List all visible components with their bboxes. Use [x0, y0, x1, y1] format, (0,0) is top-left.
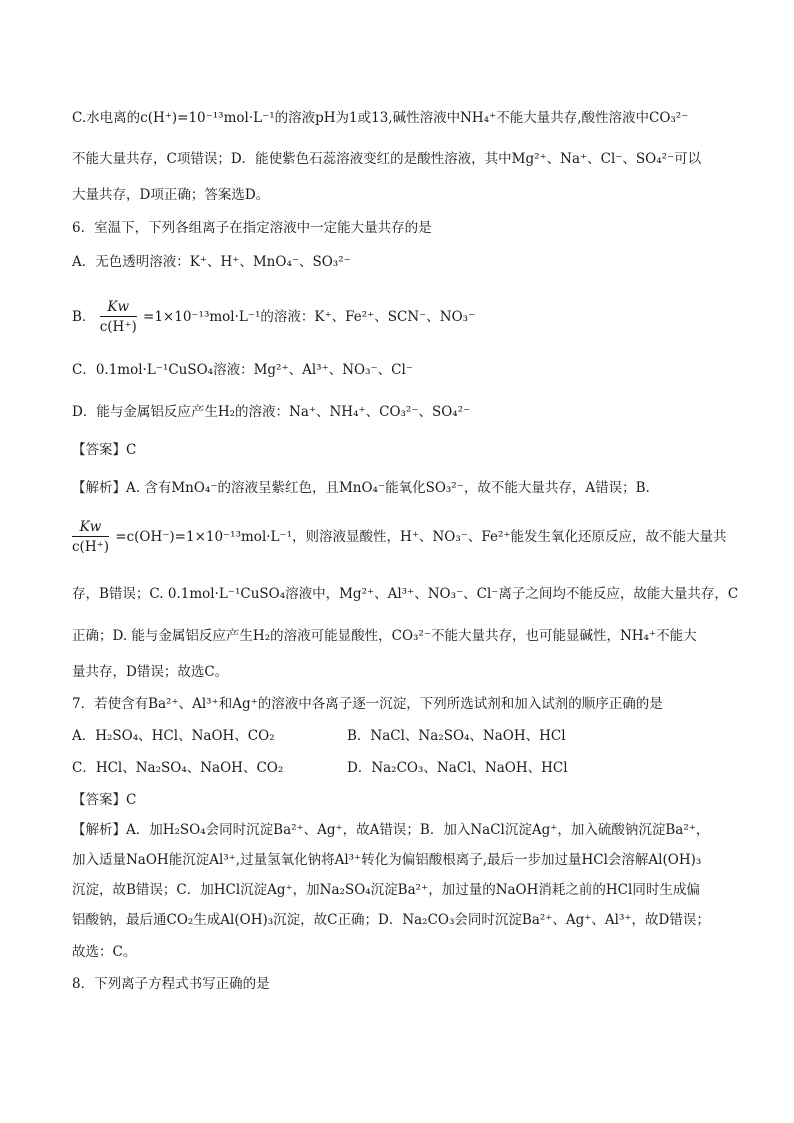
q7-answer: 【答案】C [72, 792, 137, 808]
q6-option-a: A．无色透明溶液：K⁺、H⁺、MnO₄⁻、SO₃²⁻ [72, 254, 351, 270]
q6-analysis-line: 存，B错误；C. 0.1mol·L⁻¹CuSO₄溶液中，Mg²⁺、Al³⁺、NO₃⁻、Cl⁻离子之间均不能反应，故能大量共存，C [72, 586, 739, 602]
q6-option-c: C．0.1mol·L⁻¹CuSO₄溶液：Mg²⁺、Al³⁺、NO₃⁻、Cl⁻ [72, 362, 413, 378]
q7-analysis-line: 沉淀，故B错误；C．加HCl沉淀Ag⁺，加Na₂SO₄沉淀Ba²⁺，加过量的NaOH消耗之前的HCl同时生成偏 [72, 882, 700, 898]
analysis-line: 不能大量共存，C项错误；D．能使紫色石蕊溶液变红的是酸性溶液，其中Mg²⁺、Na⁺、Cl⁻、SO₄²⁻可以 [72, 151, 702, 167]
q6-option-b [72, 298, 475, 337]
q6-analysis-line: 【解析】A. 含有MnO₄⁻的溶液呈紫红色，且MnO₄⁻能氧化SO₃²⁻，故不能大量共存，A错误；B. [72, 480, 650, 496]
fraction-numerator: Kw [100, 298, 137, 317]
fraction [72, 518, 109, 557]
q6-answer: 【答案】C [72, 442, 137, 458]
q7-option-a: A．H₂SO₄、HCl、NaOH、CO₂ [72, 728, 275, 744]
q7-analysis-line: 铝酸钠，最后通CO₂生成Al(OH)₃沉淀，故C正确；D．Na₂CO₃会同时沉淀Ba²⁺、Ag⁺、Al³⁺，故D错误； [72, 912, 710, 928]
q6-analysis-line: 正确；D. 能与金属铝反应产生H₂的溶液可能显酸性，CO₃²⁻不能大量共存，也可能显碱性，NH₄⁺不能大 [72, 628, 697, 644]
analysis-line: 大量共存，D项正确；答案选D。 [72, 187, 270, 203]
q7-analysis-line: 【解析】A．加H₂SO₄会同时沉淀Ba²⁺、Ag⁺，故A错误；B．加入NaCl沉淀Ag⁺，加入硫酸钠沉淀Ba²⁺， [72, 822, 710, 838]
fraction-denominator: c(H⁺) [72, 539, 109, 555]
fraction-numerator: Kw [72, 518, 109, 537]
fraction-denominator: c(H⁺) [99, 319, 137, 335]
q7-analysis-line: 故选：C。 [72, 944, 137, 960]
fraction [100, 298, 137, 337]
q6-analysis-line [72, 518, 727, 557]
q6-option-d: D．能与金属铝反应产生H₂的溶液：Na⁺、NH₄⁺、CO₃²⁻、SO₄²⁻ [72, 404, 471, 420]
q7-option-b: B．NaCl、Na₂SO₄、NaOH、HCl [347, 728, 566, 744]
question-6-stem: 6．室温下，下列各组离子在指定溶液中一定能大量共存的是 [72, 220, 432, 236]
q6-analysis-line: 量共存，D错误；故选C。 [72, 664, 229, 680]
q7-option-c: C．HCl、Na₂SO₄、NaOH、CO₂ [72, 760, 284, 776]
question-8-stem: 8．下列离子方程式书写正确的是 [72, 976, 270, 992]
option-text: =1×10⁻¹³mol·L⁻¹的溶液：K⁺、Fe²⁺、SCN⁻、NO₃⁻ [143, 309, 476, 325]
analysis-text: =c(OH⁻)=1×10⁻¹³mol·L⁻¹，则溶液显酸性，H⁺、NO₃⁻、Fe²⁺能发生氧化还原反应，故不能大量共 [115, 529, 727, 545]
option-label: B． [72, 309, 96, 325]
q7-analysis-line: 加入适量NaOH能沉淀Al³⁺,过量氢氧化钠将Al³⁺转化为偏铝酸根离子,最后一步加过量HCl会溶解Al(OH)₃ [72, 852, 702, 868]
analysis-line: C.水电离的c(H⁺)=10⁻¹³mol·L⁻¹的溶液pH为1或13,碱性溶液中NH₄⁺不能大量共存,酸性溶液中CO₃²⁻ [72, 110, 689, 126]
q7-option-d: D．Na₂CO₃、NaCl、NaOH、HCl [347, 760, 568, 776]
question-7-stem: 7．若使含有Ba²⁺、Al³⁺和Ag⁺的溶液中各离子逐一沉淀，下列所选试剂和加入试剂的顺序正确的是 [72, 696, 663, 712]
